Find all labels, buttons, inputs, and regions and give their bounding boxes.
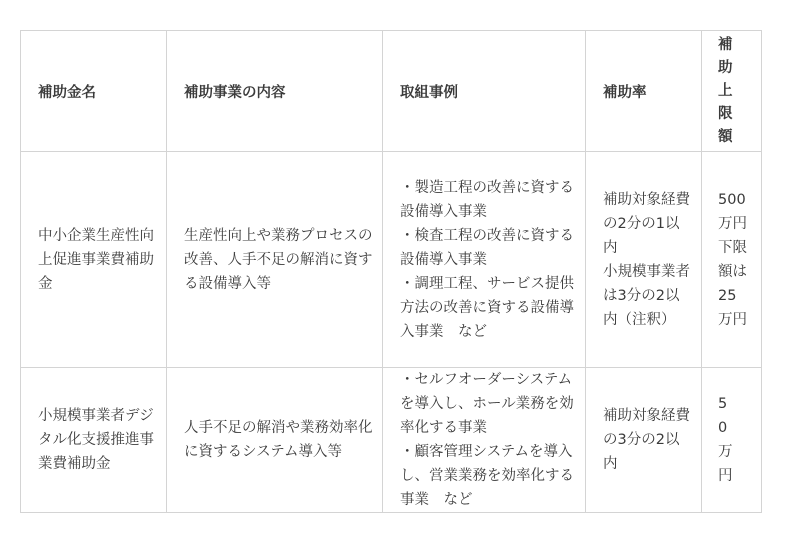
example-item: ・調理工程、サービス提供方法の改善に資する設備導入事業 など xyxy=(400,275,574,340)
subsidy-name-cell: 中小企業生産性向上促進事業費補助金 xyxy=(21,152,167,368)
limit-cell xyxy=(702,152,762,368)
examples-cell xyxy=(383,152,586,368)
header-limit: 補助上限額 xyxy=(702,31,762,152)
example-item: ・顧客管理システムを導入し、営業業務を効率化する事業 など xyxy=(400,444,574,508)
limit-value: 500万円下限額は25万円 xyxy=(718,191,747,328)
example-item: ・セルフオーダーシステムを導入し、ホール業務を効率化する事業 xyxy=(400,372,574,436)
example-item: ・製造工程の改善に資する設備導入事業 xyxy=(400,179,574,220)
rate-line: 補助対象経費の3分の2以内 xyxy=(603,408,690,472)
header-examples: 取組事例 xyxy=(383,31,586,152)
subsidy-name-cell: 小規模事業者デジタル化支援推進事業費補助金 xyxy=(21,368,167,513)
rate-cell xyxy=(586,152,702,368)
rate-line: 小規模事業者は3分の2以内（注釈） xyxy=(603,263,690,328)
header-subsidy-name: 補助金名 xyxy=(21,31,167,152)
rate-line: 補助対象経費の2分の1以内 xyxy=(603,191,690,256)
header-rate: 補助率 xyxy=(586,31,702,152)
rate-cell xyxy=(586,368,702,513)
header-row xyxy=(21,31,762,152)
table-row xyxy=(21,152,762,368)
content-cell: 人手不足の解消や業務効率化に資するシステム導入等 xyxy=(167,368,383,513)
table-row xyxy=(21,368,762,513)
limit-cell xyxy=(702,368,762,513)
subsidy-table xyxy=(20,30,762,513)
content-cell: 生産性向上や業務プロセスの改善、人手不足の解消に資する設備導入等 xyxy=(167,152,383,368)
example-item: ・検査工程の改善に資する設備導入事業 xyxy=(400,227,574,268)
limit-value: 50万円 xyxy=(718,396,733,484)
examples-cell xyxy=(383,368,586,513)
header-content: 補助事業の内容 xyxy=(167,31,383,152)
